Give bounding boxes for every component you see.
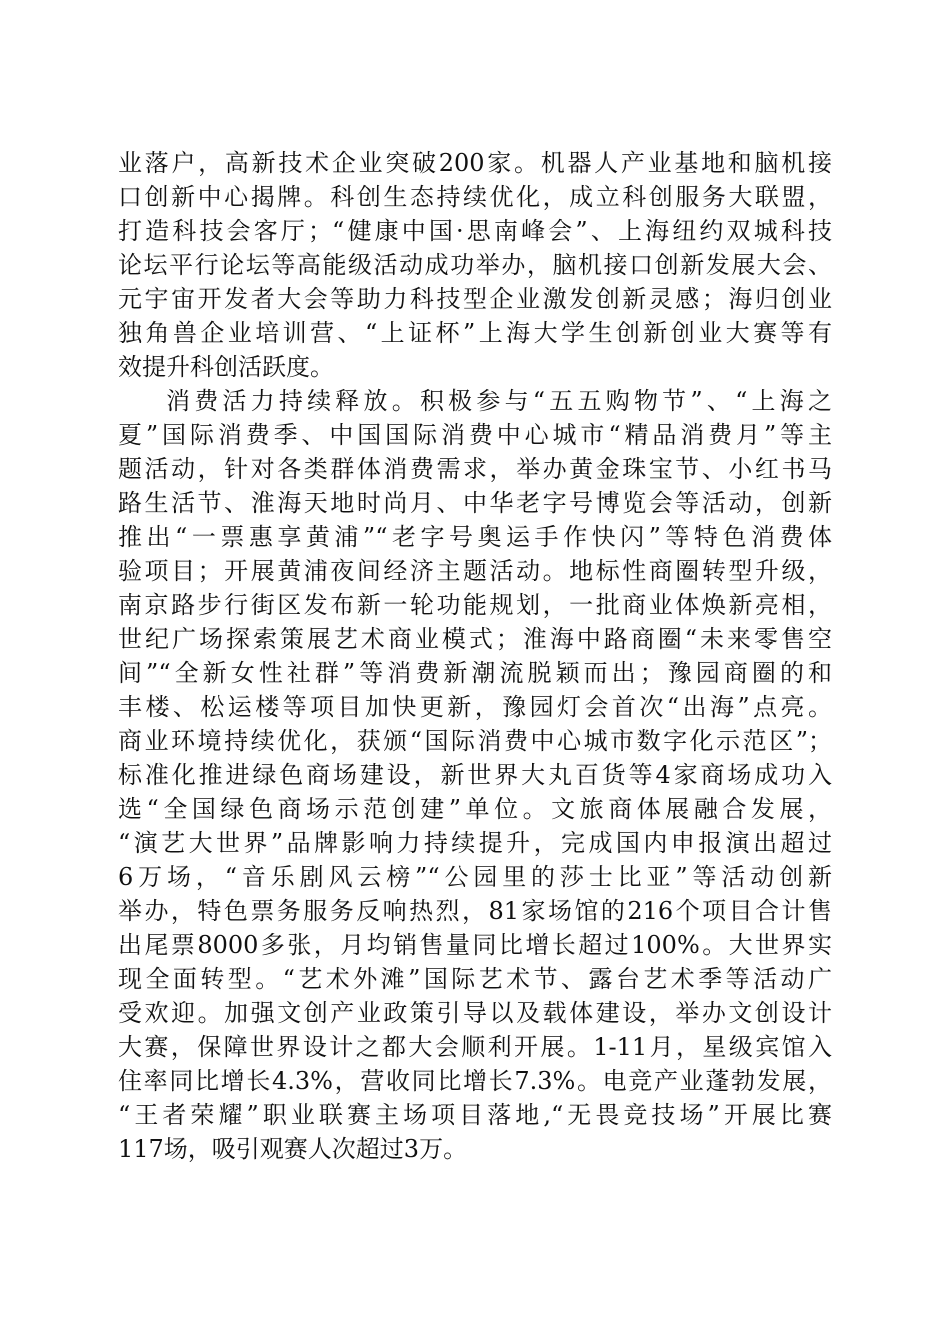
text-line: 南京路步行街区发布新一轮功能规划，一批商业体焕新亮相， (118, 591, 832, 619)
text-line: “王者荣耀”职业联赛主场项目落地,“无畏竞技场”开展比赛 (118, 1101, 832, 1129)
text-line: 选“全国绿色商场示范创建”单位。文旅商体展融合发展， (118, 795, 832, 823)
text-line: 验项目；开展黄浦夜间经济主题活动。地标性商圈转型升级， (118, 557, 832, 585)
text-line: 丰楼、松运楼等项目加快更新，豫园灯会首次“出海”点亮。 (118, 693, 832, 721)
text-line: 元宇宙开发者大会等助力科技型企业激发创新灵感；海归创业 (118, 285, 832, 313)
text-line: 受欢迎。加强文创产业政策引导以及载体建设，举办文创设计 (118, 999, 832, 1027)
text-line: 大赛，保障世界设计之都大会顺利开展。1-11月，星级宾馆入 (118, 1033, 832, 1061)
text-line: 商业环境持续优化，获颁“国际消费中心城市数字化示范区”； (118, 727, 832, 755)
text-line: 出尾票8000多张，月均销售量同比增长超过100%。大世界实 (118, 931, 832, 959)
paragraph-consumption (118, 384, 832, 1166)
text-line: 消费活力持续释放。积极参与“五五购物节”、“上海之 (166, 387, 832, 415)
text-line: 举办，特色票务服务反响热烈，81家场馆的216个项目合计售 (118, 897, 832, 925)
text-line: 题活动，针对各类群体消费需求，举办黄金珠宝节、小红书马 (118, 455, 832, 483)
paragraph-tech-innovation (118, 146, 832, 384)
text-line: 现全面转型。“艺术外滩”国际艺术节、露台艺术季等活动广 (118, 965, 832, 993)
text-line: 6万场，“音乐剧风云榜”“公园里的莎士比亚”等活动创新 (118, 863, 832, 891)
text-line: 路生活节、淮海天地时尚月、中华老字号博览会等活动，创新 (118, 489, 832, 517)
text-line: 论坛平行论坛等高能级活动成功举办，脑机接口创新发展大会、 (118, 251, 832, 279)
text-line: 117场，吸引观赛人次超过3万。 (118, 1135, 468, 1163)
text-line: 推出“一票惠享黄浦”“老字号奥运手作快闪”等特色消费体 (118, 523, 832, 551)
text-line: 世纪广场探索策展艺术商业模式；淮海中路商圈“未来零售空 (118, 625, 832, 653)
text-line: 独角兽企业培训营、“上证杯”上海大学生创新创业大赛等有 (118, 319, 832, 347)
text-line: 住率同比增长4.3%，营收同比增长7.3%。电竞产业蓬勃发展， (118, 1067, 832, 1095)
document-body (118, 146, 832, 1166)
text-line: 效提升科创活跃度。 (118, 353, 334, 381)
text-line: 标准化推进绿色商场建设，新世界大丸百货等4家商场成功入 (118, 761, 832, 789)
text-line: 间”“全新女性社群”等消费新潮流脱颖而出；豫园商圈的和 (118, 659, 832, 687)
text-line: “演艺大世界”品牌影响力持续提升，完成国内申报演出超过 (118, 829, 832, 857)
text-line: 夏”国际消费季、中国国际消费中心城市“精品消费月”等主 (118, 421, 832, 449)
text-line: 口创新中心揭牌。科创生态持续优化，成立科创服务大联盟， (118, 183, 832, 211)
text-line: 打造科技会客厅；“健康中国·思南峰会”、上海纽约双城科技 (118, 217, 832, 245)
text-line: 业落户，高新技术企业突破200家。机器人产业基地和脑机接 (118, 149, 832, 177)
